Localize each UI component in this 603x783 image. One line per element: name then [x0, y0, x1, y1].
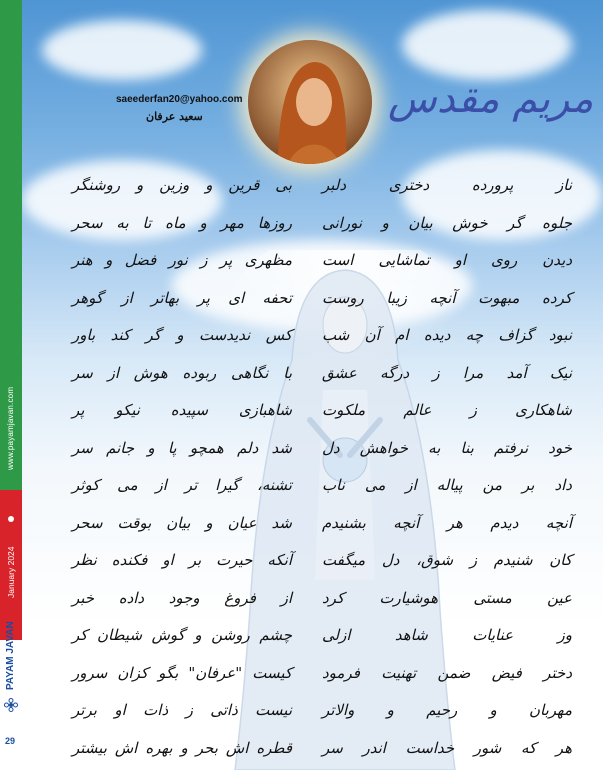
verse-hemistich-second: بی قرین و وزین و روشنگر: [72, 176, 292, 194]
verse-hemistich-second: نیست ذاتی ز ذات او برتر: [72, 701, 292, 719]
verse-hemistich-first: دختر فیض ضمن تهنیت فرمود: [322, 663, 572, 682]
verse-hemistich-first: جلوه گر خوش بیان و نورانی: [322, 213, 572, 232]
verse-hemistich-first: هر که شور خداست اندر سر: [322, 738, 572, 757]
verse-hemistich-second: با نگاهی ربوده هوش از سر: [72, 363, 292, 382]
verse-hemistich-first: نیک آمد مرا ز درگه عشق: [322, 363, 572, 382]
sidebar: [0, 0, 22, 783]
verse-hemistich-second: کیست "عرفان" بگو کزان سرور: [72, 663, 292, 682]
verse-hemistich-first: وز عنایات شاهد ازلی: [322, 626, 572, 644]
poem-verse: [72, 433, 572, 471]
verse-hemistich-first: کان شنیدم ز شوق، دل میگفت: [322, 551, 572, 569]
verse-hemistich-second: روزها مهر و ماه تا به سحر: [72, 213, 292, 232]
verse-hemistich-first: عین مستی هوشیارت کرد: [322, 588, 572, 607]
verse-hemistich-first: داد بر من پیاله از می ناب: [322, 476, 572, 494]
poem-verse: [72, 170, 572, 208]
verse-hemistich-second: کس ندیدست و گر کند باور: [72, 326, 292, 344]
portrait-image: [248, 40, 372, 164]
separator-dot: [8, 516, 14, 522]
verse-hemistich-second: شاهبازی سپیده نیکو پر: [72, 401, 292, 419]
verse-hemistich-second: چشم روشن و گوش شیطان کر: [72, 626, 292, 644]
verse-hemistich-second: مظهری پر ز نور فضل و هنر: [72, 251, 292, 269]
cloud: [42, 20, 202, 80]
poem-verse: [72, 283, 572, 321]
verse-hemistich-first: آنچه دیدم هر آنچه بشنیدم: [322, 513, 572, 532]
verse-hemistich-second: شد دلم همچو پا و جانم سر: [72, 438, 292, 457]
poem-verse: [72, 583, 572, 621]
page-title: مریم مقدس: [388, 76, 594, 122]
verse-hemistich-first: خود نرفتم بنا به خواهش دل: [322, 438, 572, 457]
verse-hemistich-second: از فروغ وجود داده خبر: [72, 588, 292, 607]
website-label: www.payamjavan.com: [6, 386, 15, 470]
poem: [72, 170, 572, 770]
verse-hemistich-first: نبود گزاف چه دیده ام آن شب: [322, 326, 572, 344]
verse-hemistich-second: شد عیان و بیان بوقت سحر: [72, 513, 292, 532]
poem-verse: [72, 508, 572, 546]
verse-hemistich-first: شاهکاری ز عالم ملکوت: [322, 401, 572, 419]
poem-verse: [72, 320, 572, 358]
flower-logo-icon: [4, 698, 18, 712]
poem-verse: [72, 733, 572, 771]
author-name: سعید عرفان: [146, 110, 203, 123]
magazine-name: PAYAM JAVAN: [5, 621, 16, 690]
verse-hemistich-second: تشنه، گیرا تر از می کوثر: [72, 476, 292, 494]
poem-verse: [72, 470, 572, 508]
poem-verse: [72, 695, 572, 733]
page-number: 29: [5, 736, 16, 746]
author-email[interactable]: saeederfan20@yahoo.com: [116, 94, 243, 105]
poem-verse: [72, 358, 572, 396]
issue-date: January 2024: [6, 546, 16, 598]
poem-verse: [72, 545, 572, 583]
verse-hemistich-first: کرده مبهوت آنچه زیبا روست: [322, 288, 572, 307]
poem-verse: [72, 620, 572, 658]
poem-verse: [72, 208, 572, 246]
verse-hemistich-first: دیدن روی او تماشایی است: [322, 251, 572, 269]
verse-hemistich-second: آنکه حیرت بر او فکنده نظر: [72, 551, 292, 569]
poem-verse: [72, 395, 572, 433]
verse-hemistich-first: ناز پرورده دختری دلبر: [322, 176, 572, 194]
verse-hemistich-first: مهربان و رحیم و والاتر: [322, 701, 572, 719]
verse-hemistich-second: تحفه ای پر بهاتر از گوهر: [72, 288, 292, 307]
poem-verse: [72, 245, 572, 283]
verse-hemistich-second: قطره اش بحر و بهره اش بیشتر: [72, 738, 292, 757]
cloud: [402, 10, 572, 80]
poem-verse: [72, 658, 572, 696]
